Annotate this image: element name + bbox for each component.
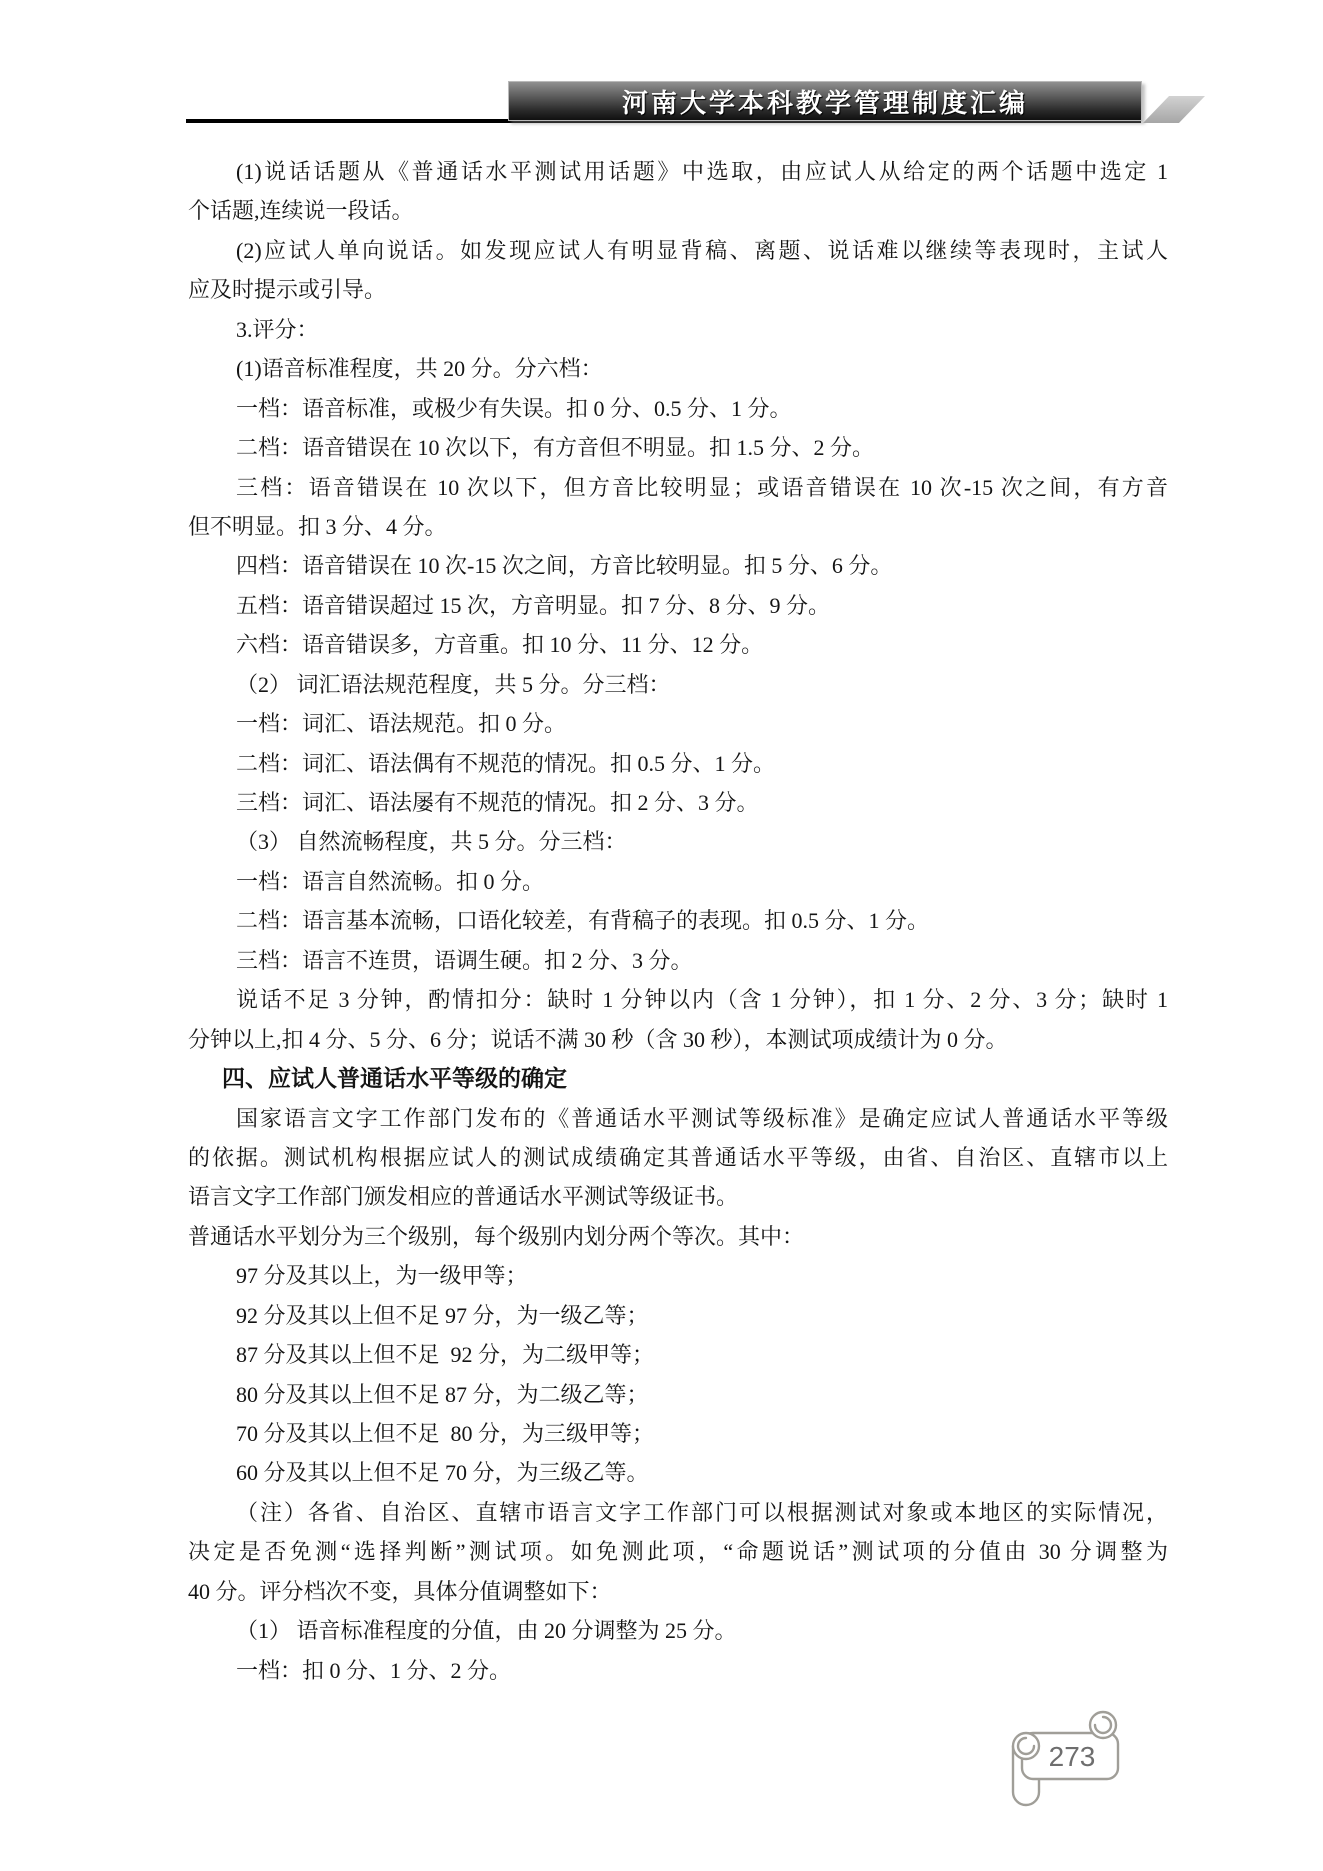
text-line: 一档：词汇、语法规范。扣 0 分。	[236, 711, 567, 737]
text-line: 语言文字工作部门颁发相应的普通话水平测试等级证书。	[188, 1184, 739, 1210]
text-line: 六档：语音错误多，方音重。扣 10 分、11 分、12 分。	[236, 632, 764, 658]
text-line: 个话题,连续说一段话。	[188, 198, 414, 224]
text-line: 分钟以上,扣 4 分、5 分、6 分；说话不满 30 秒（含 30 秒），本测试项成绩计为 0 分。	[188, 1026, 1008, 1052]
banner-arrow-shadow-icon	[1143, 96, 1205, 123]
header-banner	[508, 81, 1142, 121]
text-line: 决定是否免测“选择判断”测试项。如免测此项，“命题说话”测试项的分值由 30 分调整为	[188, 1539, 1168, 1565]
text-line: 普通话水平划分为三个级别，每个级别内划分两个等次。其中：	[188, 1223, 805, 1249]
text-line: （3） 自然流畅程度，共 5 分。分三档：	[236, 829, 627, 855]
page-scroll-icon	[1004, 1708, 1140, 1812]
text-line: 但不明显。扣 3 分、4 分。	[188, 513, 447, 539]
text-line: 一档：扣 0 分、1 分、2 分。	[236, 1657, 512, 1683]
text-line: 87 分及其以上但不足 92 分，为二级甲等；	[236, 1342, 655, 1368]
header-title: 河南大学本科教学管理制度汇编	[621, 88, 1028, 118]
text-line: 40 分。评分档次不变，具体分值调整如下：	[188, 1578, 612, 1604]
section-heading: 四、应试人普通话水平等级的确定	[222, 1065, 567, 1092]
text-line: 国家语言文字工作部门发布的《普通话水平测试等级标准》是确定应试人普通话水平等级	[236, 1105, 1168, 1131]
text-line: 的依据。测试机构根据应试人的测试成绩确定其普通话水平等级，由省、自治区、直辖市以上	[188, 1144, 1168, 1170]
text-line: (1)语音标准程度，共 20 分。分六档：	[236, 356, 603, 382]
text-line: (2)应试人单向说话。如发现应试人有明显背稿、离题、说话难以继续等表现时，主试人	[236, 237, 1168, 263]
text-line: 80 分及其以上但不足 87 分，为二级乙等；	[236, 1381, 649, 1407]
text-line: 三档：语言不连贯，语调生硬。扣 2 分、3 分。	[236, 947, 693, 973]
text-line: 五档：语音错误超过 15 次，方音明显。扣 7 分、8 分、9 分。	[236, 592, 831, 618]
text-line: （注）各省、自治区、直辖市语言文字工作部门可以根据测试对象或本地区的实际情况，	[236, 1499, 1168, 1525]
text-line: 三档：语音错误在 10 次以下，但方音比较明显；或语音错误在 10 次-15 次之间，有方音	[236, 474, 1168, 500]
text-line: 说话不足 3 分钟，酌情扣分：缺时 1 分钟以内（含 1 分钟），扣 1 分、2 分、3 分；缺时 1	[236, 987, 1168, 1013]
page-number: 273	[1048, 1741, 1096, 1772]
text-line: 92 分及其以上但不足 97 分，为一级乙等；	[236, 1302, 649, 1328]
text-line: （2） 词汇语法规范程度，共 5 分。分三档：	[236, 671, 671, 697]
text-line: (1)说话话题从《普通话水平测试用话题》中选取，由应试人从给定的两个话题中选定 1	[236, 159, 1168, 184]
text-line: （1） 语音标准程度的分值，由 20 分调整为 25 分。	[236, 1618, 737, 1644]
text-line: 三档：词汇、语法屡有不规范的情况。扣 2 分、3 分。	[236, 790, 759, 815]
text-line: 二档：词汇、语法偶有不规范的情况。扣 0.5 分、1 分。	[236, 750, 776, 776]
text-line: 一档：语音标准，或极少有失误。扣 0 分、0.5 分、1 分。	[236, 395, 792, 421]
text-line: 四档：语音错误在 10 次-15 次之间，方音比较明显。扣 5 分、6 分。	[236, 553, 893, 579]
document-body	[188, 152, 1168, 1690]
text-line: 97 分及其以上，为一级甲等；	[236, 1263, 528, 1289]
text-line: 70 分及其以上但不足 80 分，为三级甲等；	[236, 1421, 655, 1446]
text-line: 二档：语音错误在 10 次以下，有方音但不明显。扣 1.5 分、2 分。	[236, 435, 875, 461]
text-line: 3.评分：	[236, 316, 319, 342]
text-line: 二档：语言基本流畅，口语化较差，有背稿子的表现。扣 0.5 分、1 分。	[236, 908, 930, 934]
text-line: 60 分及其以上但不足 70 分，为三级乙等。	[236, 1460, 649, 1486]
text-line: 一档：语言自然流畅。扣 0 分。	[236, 868, 545, 894]
text-line: 应及时提示或引导。	[188, 277, 387, 303]
